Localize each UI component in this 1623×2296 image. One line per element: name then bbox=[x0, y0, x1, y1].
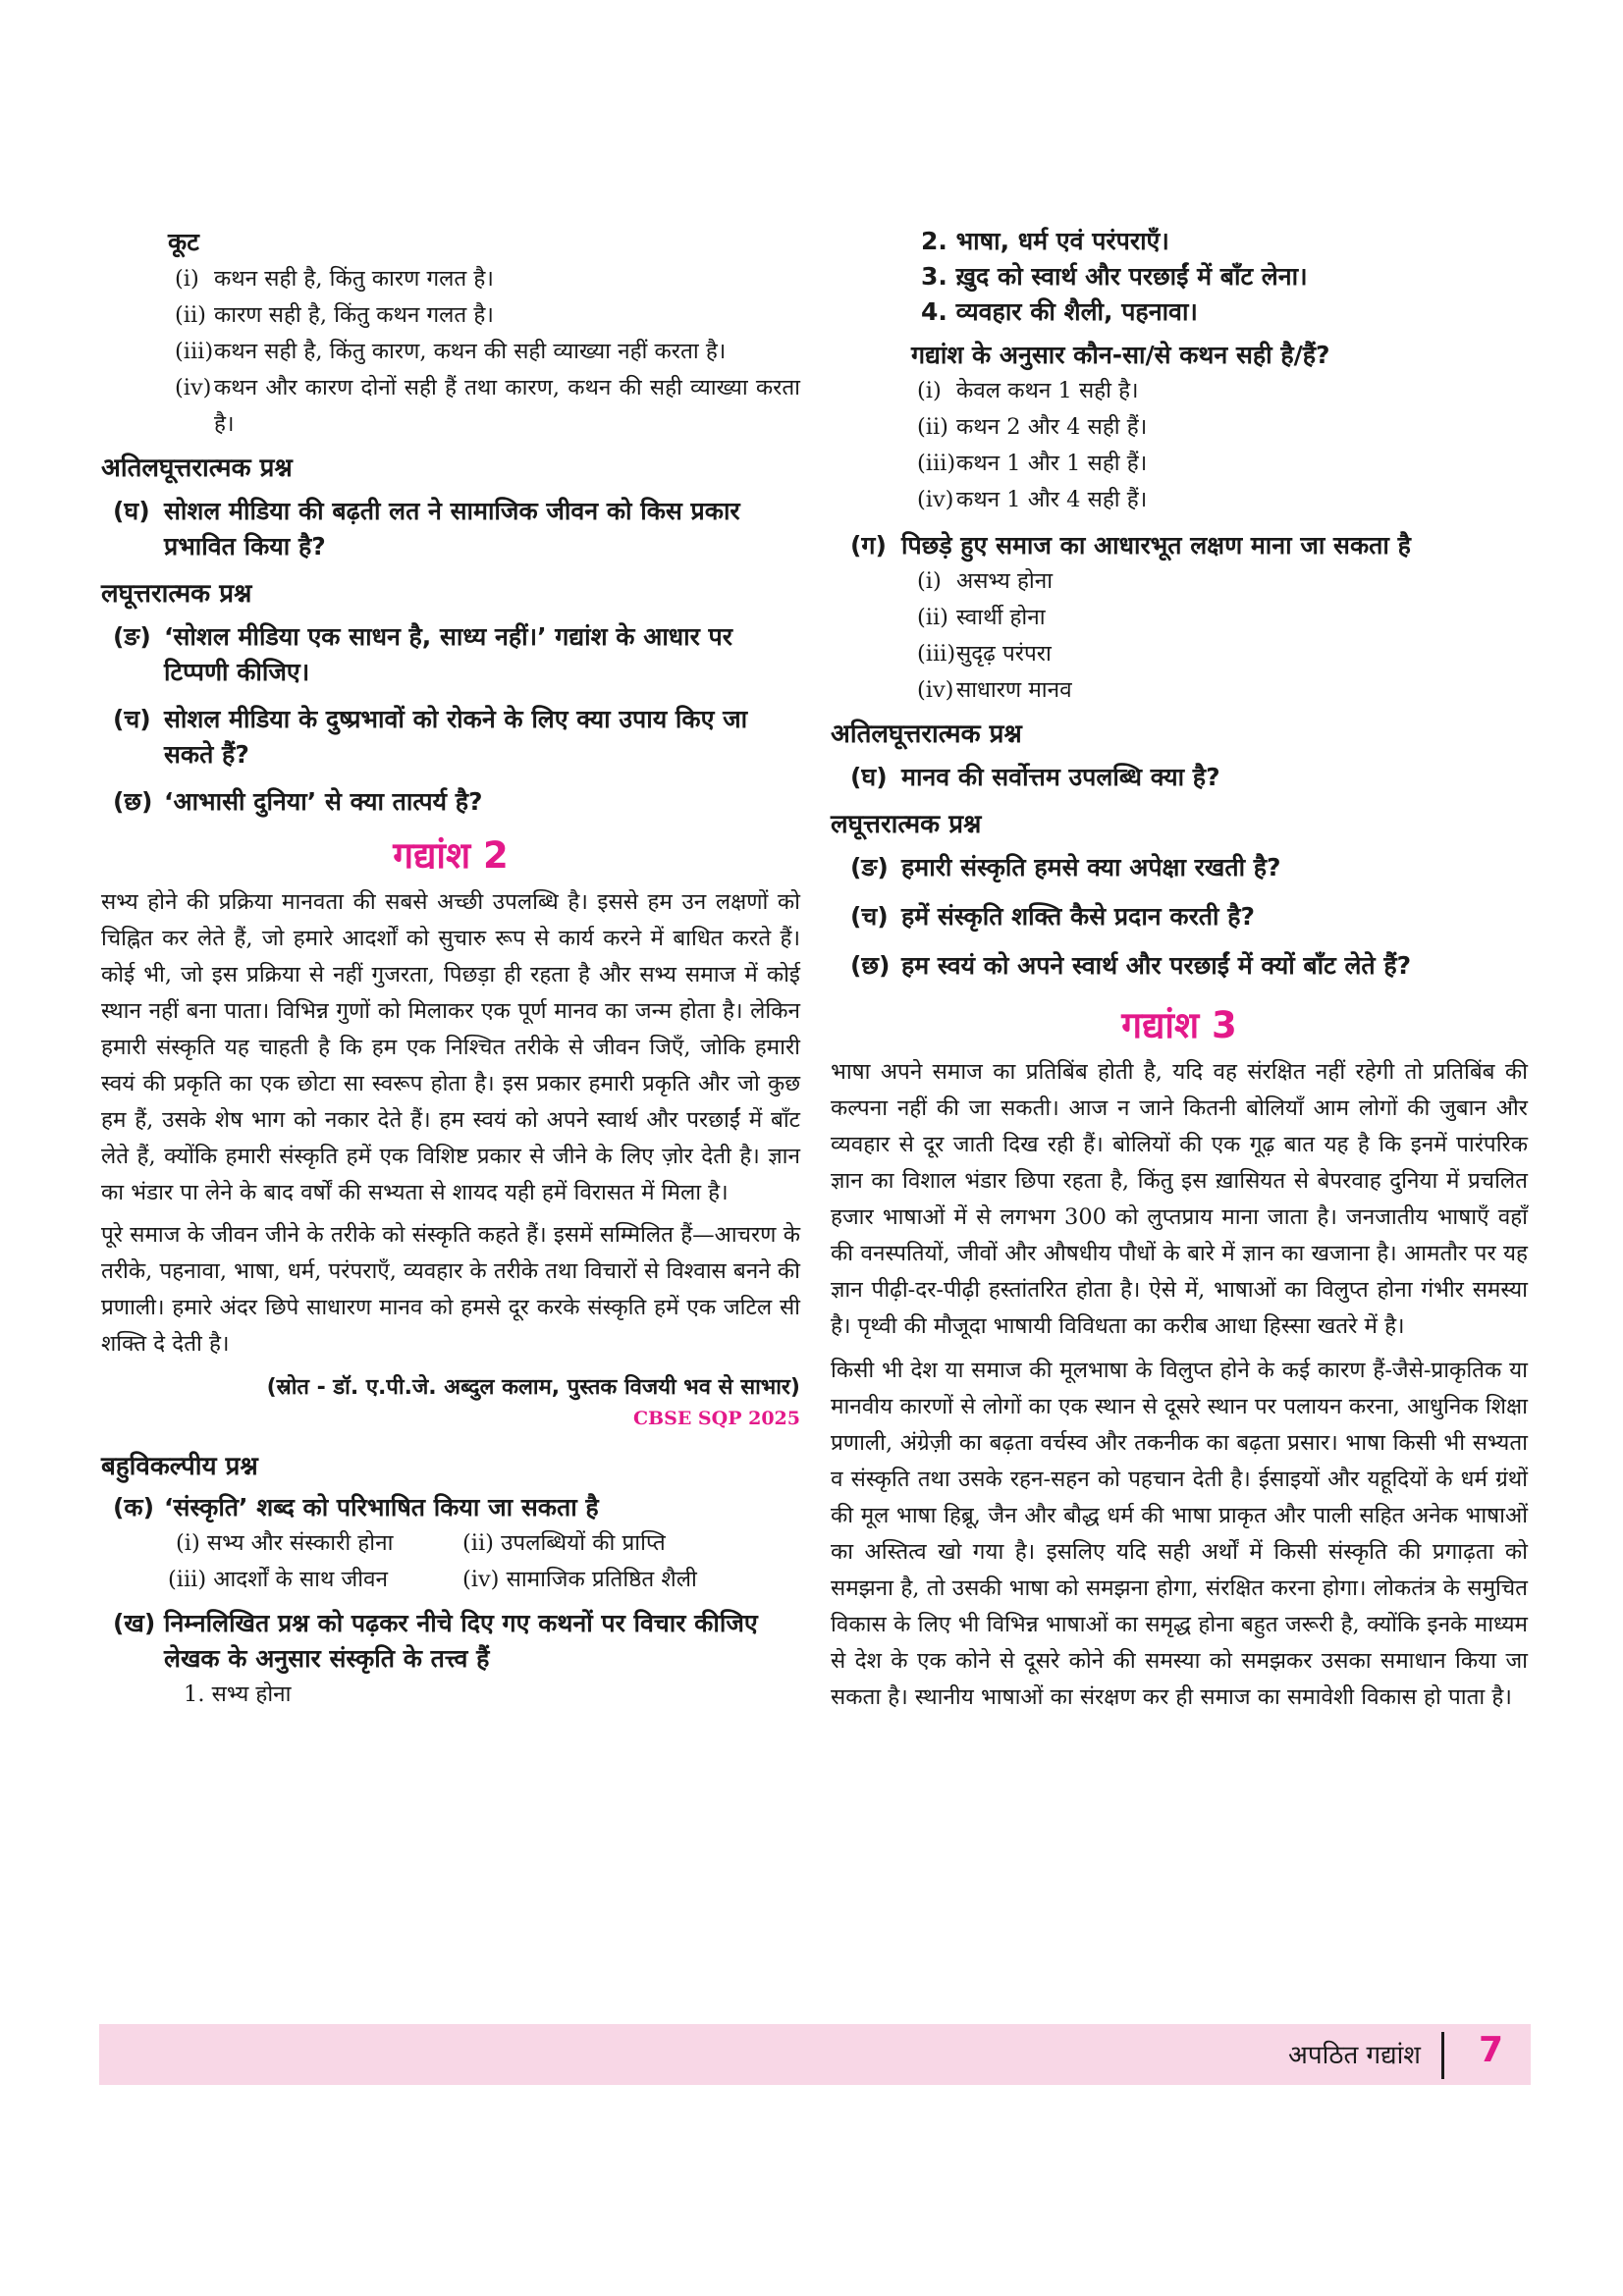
page-number: 7 bbox=[1478, 2030, 1503, 2070]
question-gha: (घ) सोशल मीडिया की बढ़ती लत ने सामाजिक जीवन को किस प्रकार प्रभावित किया है? bbox=[113, 497, 740, 561]
ga-options bbox=[831, 563, 1528, 709]
kha-option: (ii) कथन 2 और 4 सही हैं। bbox=[917, 414, 1148, 440]
footer-divider bbox=[1441, 2032, 1444, 2079]
source-citation: (स्रोत - डॉ. ए.पी.जे. अब्दुल कलाम, पुस्तक विजयी भव से साभार) bbox=[266, 1375, 800, 1400]
kut-option: (i) कथन सही है, किंतु कारण गलत है। bbox=[175, 266, 494, 292]
gadyansh-3-para-1: भाषा अपने समाज का प्रतिबिंब होती है, यदि वह संरक्षित नहीं रहेगी तो प्रतिबिंब की कल्पना नहीं की जा सकती। आज न जाने कितनी बोलियाँ आम लोगों की जुबान और व्यवहार से दूर जाती दिख रही हैं। बोलियों की एक गूढ़ बात यह है कि इनमें पारंपरिक ज्ञान का विशाल भंडार छिपा रहता है, किंतु इस ख़ासियत से बेपरवाह दुनिया में प्रचलित हजार भाषाओं में से लगभग 300 को लुप्तप्राय माना जाता है। जनजातीय भाषाएँ वहाँ की वनस्पतियों, जीवों और औषधीय पौधों के बारे में ज्ञान का खजाना है। आमतौर पर यह ज्ञान पीढ़ी-दर-पीढ़ी हस्तांतरित होता है। ऐसे में, भाषाओं का विलुप्त होना गंभीर समस्या है। पृथ्वी की मौजूदा भाषायी विविधता का करीब आधा हिस्सा खतरे में है। bbox=[831, 1059, 1528, 1339]
question-cha: (च) सोशल मीडिया के दुष्प्रभावों को रोकने के लिए क्या उपाय किए जा सकते हैं? bbox=[113, 705, 748, 769]
kha-option: (i) केवल कथन 1 सही है। bbox=[917, 378, 1139, 403]
laghu-heading-right: लघूत्तरात्मक प्रश्न bbox=[831, 810, 982, 839]
kut-options bbox=[101, 261, 800, 443]
kha-option: (iii) कथन 1 और 1 सही हैं। bbox=[917, 451, 1148, 476]
question-chha: (छ) ‘आभासी दुनिया’ से क्या तात्पर्य है? bbox=[113, 787, 483, 816]
footer-chapter-label: अपठित गद्यांश bbox=[1288, 2041, 1421, 2070]
gadyansh-2-title: गद्यांश 2 bbox=[393, 834, 509, 877]
ati-heading: अतिलघूत्तरात्मक प्रश्न bbox=[101, 454, 293, 483]
kut-option: (ii) कारण सही है, किंतु कथन गलत है। bbox=[175, 302, 494, 328]
kut-option: (iii) कथन सही है, किंतु कारण, कथन की सही व्याख्या नहीं करता है। bbox=[175, 339, 727, 364]
gadyansh-2-para-1: सभ्य होने की प्रक्रिया मानवता की सबसे अच्छी उपलब्धि है। इससे हम उन लक्षणों को चिह्नित कर लेते हैं, जो हमारे आदर्शों को सुचारु रूप से कार्य करने में बाधित करते हैं। कोई भी, जो इस प्रक्रिया से नहीं गुजरता, पिछड़ा ही रहता है और सभ्य समाज में कोई स्थान नहीं बना पाता। विभिन्न गुणों को मिलाकर एक पूर्ण मानव का जन्म होता है। लेकिन हमारी संस्कृति यह चाहती है कि हम एक निश्चित तरीके से जीवन जिएँ, जोकि हमारी स्वयं की प्रकृति का एक छोटा सा स्वरूप होता है। इस प्रकार हमारी प्रकृति और जो कुछ हम हैं, उसके शेष भाग को नकार देते हैं। हम स्वयं को अपने स्वार्थ और परछाईं में बाँट लेते हैं, क्योंकि हमारी संस्कृति हमें एक विशिष्ट प्रकार से जीने के लिए ज़ोर देती है। ज्ञान का भंडार पा लेने के बाद वर्षों की सभ्यता से शायद यही हमें विरासत में मिला है। bbox=[101, 889, 800, 1205]
kha-option: (iv) कथन 1 और 4 सही हैं। bbox=[917, 487, 1148, 512]
bahu-heading: बहुविकल्पीय प्रश्न bbox=[101, 1452, 258, 1481]
kha-item-1: 1. सभ्य होना bbox=[184, 1682, 292, 1707]
question-kha: (ख) निम्नलिखित प्रश्न को पढ़कर नीचे दिए गए कथनों पर विचार कीजिए bbox=[113, 1609, 758, 1637]
question-cha-right: (च) हमें संस्कृति शक्ति कैसे प्रदान करती है? bbox=[850, 902, 1255, 931]
question-nga: (ङ) ‘सोशल मीडिया एक साधन है, साध्य नहीं।’ गद्यांश के आधार पर टिप्पणी कीजिए। bbox=[113, 622, 732, 686]
question-ka: (क) ‘संस्कृति’ शब्द को परिभाषित किया जा सकता है bbox=[113, 1493, 599, 1522]
kha-question: गद्यांश के अनुसार कौन-सा/से कथन सही है/हैं? bbox=[911, 341, 1330, 369]
question-chha-right: (छ) हम स्वयं को अपने स्वार्थ और परछाईं में क्यों बाँट लेते हैं? bbox=[850, 951, 1412, 980]
cbse-badge: CBSE SQP 2025 bbox=[632, 1408, 800, 1429]
ga-option: (iii) सुदृढ़ परंपरा bbox=[917, 641, 1052, 667]
question-nga-right: (ङ) हमारी संस्कृति हमसे क्या अपेक्षा रखती है? bbox=[850, 853, 1281, 881]
gadyansh-3-para-2: किसी भी देश या समाज की मूलभाषा के विलुप्त होने के कई कारण हैं-जैसे-प्राकृतिक या मानवीय कारणों से लोगों का एक स्थान से दूसरे स्थान पर पलायन करना, आधुनिक शिक्षा प्रणाली, अंग्रेज़ी का बढ़ता वर्चस्व और तकनीक का बढ़ता प्रसार। भाषा किसी भी सभ्यता व संस्कृति तथा उसके रहन-सहन को पहचान देती है। ईसाइयों और यहूदियों के धर्म ग्रंथों की मूल भाषा हिब्रू, जैन और बौद्ध धर्म की भाषा प्राकृत और पाली सहित अनेक भाषाओं का अस्तित्व खो गया है। इसलिए यदि सही अर्थों में किसी संस्कृति की प्रगाढ़ता को समझना है, तो उसकी भाषा को समझना होगा, संरक्षित करना होगा। लोकतंत्र के समुचित विकास के लिए भी विभिन्न भाषाओं का समृद्ध होना बहुत जरूरी है, क्योंकि इनके माध्यम से देश के एक कोने से दूसरे कोने की समस्या को समझकर उसका समाधान किया जा सकता है। स्थानीय भाषाओं का संरक्षण कर ही समाज का समावेशी विकास हो पाता है। bbox=[831, 1358, 1528, 1710]
kut-option: (iv) कथन और कारण दोनों सही हैं तथा कारण, कथन की सही व्याख्या करता है। bbox=[175, 375, 800, 437]
question-gha-right: (घ) मानव की सर्वोत्तम उपलब्धि क्या है? bbox=[850, 763, 1220, 791]
kha-item: 2. भाषा, धर्म एवं परंपराएँ। bbox=[921, 227, 1169, 255]
ka-options-row-1: (i) सभ्य और संस्कारी होना (ii) उपलब्धियों की प्राप्ति bbox=[176, 1530, 666, 1556]
question-ga: (ग) पिछड़े हुए समाज का आधारभूत लक्षण माना जा सकता है bbox=[850, 531, 1411, 560]
laghu-heading: लघूत्तरात्मक प्रश्न bbox=[101, 579, 252, 609]
gadyansh-3-title: गद्यांश 3 bbox=[1121, 1004, 1237, 1046]
left-column bbox=[101, 224, 800, 1713]
gadyansh-2-para-2: पूरे समाज के जीवन जीने के तरीके को संस्कृति कहते हैं। इसमें सम्मिलित हैं—आचरण के तरीके, पहनावा, भाषा, धर्म, परंपराएँ, व्यवहार के तरीके तथा विचारों से विश्वास बनने की प्रणाली। हमारे अंदर छिपे साधारण मानव को हमसे दूर करके संस्कृति हमें एक जटिल सी शक्ति दे देती है। bbox=[101, 1222, 801, 1357]
ga-option: (iv) साधारण मानव bbox=[917, 677, 1072, 703]
ati-heading-right: अतिलघूत्तरात्मक प्रश्न bbox=[831, 720, 1022, 749]
ka-options-row-2: (iii) आदर्शों के साथ जीवन (iv) सामाजिक प्रतिष्ठित शैली bbox=[168, 1567, 697, 1592]
kha-item: 4. व्यवहार की शैली, पहनावा। bbox=[921, 297, 1198, 326]
ga-option: (ii) स्वार्थी होना bbox=[917, 605, 1046, 630]
kha-options bbox=[831, 373, 1528, 518]
kha-items bbox=[831, 224, 1528, 330]
ga-option: (i) असभ्य होना bbox=[917, 568, 1054, 594]
kha-item: 3. ख़ुद को स्वार्थ और परछाईं में बाँट लेना। bbox=[921, 262, 1308, 291]
kut-heading: कूट bbox=[168, 228, 199, 256]
page-footer bbox=[99, 2024, 1531, 2085]
kha-subheading: लेखक के अनुसार संस्कृति के तत्त्व हैं bbox=[164, 1644, 490, 1673]
right-column bbox=[831, 224, 1528, 1716]
